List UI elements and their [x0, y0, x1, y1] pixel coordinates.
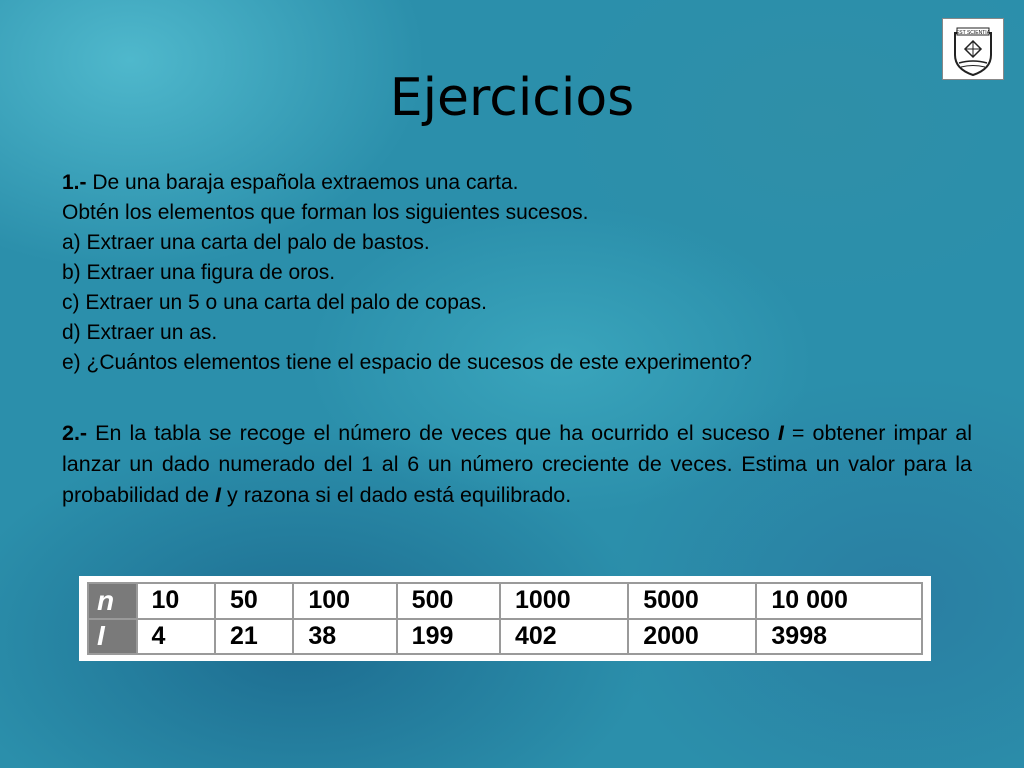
row-header-n: n — [88, 583, 137, 619]
event-symbol: I — [215, 483, 222, 507]
exercise-1-line: Obtén los elementos que forman los siguientes sucesos. — [62, 201, 589, 224]
logo-motto: EST SCIENTIA — [955, 30, 991, 36]
table-row-n — [88, 583, 922, 619]
exercise-1 — [62, 168, 982, 378]
exercise-1-item-b: b) Extraer una figura de oros. — [62, 261, 336, 284]
table-cell: 21 — [215, 619, 293, 655]
table-cell: 1000 — [500, 583, 628, 619]
exercise-1-line: 1.- De una baraja española extraemos una carta. — [62, 171, 519, 194]
frequency-table — [79, 576, 931, 661]
table-cell: 500 — [397, 583, 500, 619]
exercise-1-number: 1.- — [62, 171, 87, 194]
slide-title: Ejercicios — [389, 68, 635, 128]
table-cell: 10 000 — [756, 583, 922, 619]
row-header-i: I — [88, 619, 137, 655]
table-cell: 38 — [293, 619, 396, 655]
table-cell: 5000 — [628, 583, 756, 619]
exercise-2-number: 2.- — [62, 421, 88, 445]
table-cell: 2000 — [628, 619, 756, 655]
table-cell: 100 — [293, 583, 396, 619]
table-cell: 3998 — [756, 619, 922, 655]
table-cell: 50 — [215, 583, 293, 619]
exercise-1-item-a: a) Extraer una carta del palo de bastos. — [62, 231, 430, 254]
event-symbol: I — [777, 421, 784, 445]
table-cell: 4 — [137, 619, 215, 655]
exercise-1-item-c: c) Extraer un 5 o una carta del palo de copas. — [62, 291, 487, 314]
table-row-i — [88, 619, 922, 655]
table-cell: 402 — [500, 619, 628, 655]
exercise-1-item-d: d) Extraer un as. — [62, 321, 218, 344]
table-cell: 10 — [137, 583, 215, 619]
frequency-table-grid — [87, 582, 923, 655]
table-cell: 199 — [397, 619, 500, 655]
exercise-1-item-e: e) ¿Cuántos elementos tiene el espacio de sucesos de este experimento? — [62, 351, 752, 374]
exercise-2: 2.- En la tabla se recoge el número de veces que ha ocurrido el suceso I = obtener impar al lanzar un dado numerado del 1 al 6 un número creciente de veces. Estima un valor para la probabilidad de I y razona si el dado está equilibrado. — [62, 421, 972, 507]
